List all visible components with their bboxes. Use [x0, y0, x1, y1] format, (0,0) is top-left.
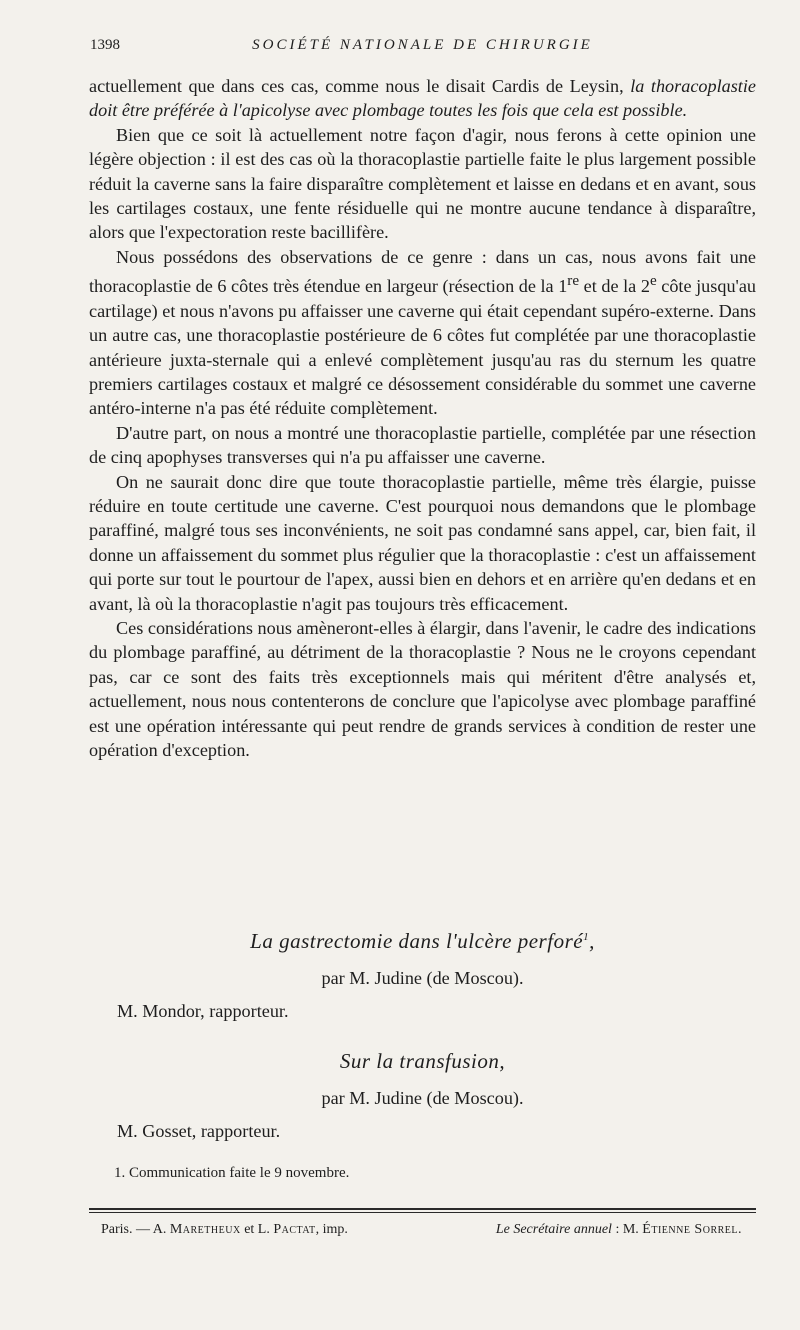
- section-2-title: Sur la transfusion,: [339, 1049, 506, 1073]
- footnote-reference: 1: [583, 931, 590, 943]
- section-1-title-text: La gastrectomie dans l'ulcère perforé: [250, 929, 584, 953]
- secretary-imprint: [496, 1222, 742, 1238]
- printer-imprint: [101, 1222, 348, 1238]
- paragraph-1-text: actuellement que dans ces cas, comme nous le disait Cardis de Leysin,: [89, 76, 631, 96]
- paragraph-3: [89, 245, 756, 421]
- section-1-title: La gastrectomie dans l'ulcère perforé$^1$,: [250, 929, 595, 953]
- paragraph-3-text-c: côte jusqu'au cartilage) et nous n'avons pu affaisser une caverne qui était cependant supéro-externe. Dans un autre cas, une thoracoplastie postérieure de 6 côtes fut complétée par une thoracoplastie antérieure juxta-sternale qui a enlevé complètement jusqu'au ras du sternum les quatre premiers cartilages costaux et malgré ce désossement considérable du sommet une caverne antéro-interne n'a pas été réduite complètement.: [89, 276, 756, 419]
- secretary-separator: : M.: [611, 1222, 643, 1237]
- printer-name: Pactat: [273, 1222, 316, 1237]
- paragraph-3-text-a: Nous possédons des observations de ce genre : dans un cas, nous avons fait une thoracoplastie de 6 côtes très étendue en largeur (résection de la 1: [89, 246, 756, 297]
- paragraph-1-italic: la thoracoplastie doit être préférée à l'apicolyse avec plombage toutes les fois que cela est possible.: [89, 76, 756, 121]
- section-1-rapporteur: M. Mondor, rapporteur.: [117, 1001, 289, 1021]
- paragraph-4: D'autre part, on nous a montré une thoracoplastie partielle, complétée par une résection de cinq apophyses transverses qui n'a pu affaisser une caverne.: [89, 422, 756, 468]
- paragraph-3-text-b: et de la 2: [579, 276, 650, 297]
- article-body: [89, 74, 756, 762]
- section-1-byline: par M. Judine (de Moscou).: [321, 968, 524, 988]
- footer-rule: [89, 1208, 756, 1210]
- ordinal-superscript: e: [649, 272, 657, 290]
- printer-text: Paris. — A.: [101, 1222, 170, 1237]
- ordinal-superscript: re: [567, 272, 580, 290]
- secretary-label: Le Secrétaire annuel: [495, 1222, 612, 1237]
- running-title: SOCIÉTÉ NATIONALE DE CHIRURGIE: [252, 37, 593, 53]
- footnote: 1. Communication faite le 9 novembre.: [114, 1165, 350, 1181]
- section-2-rapporteur: M. Gosset, rapporteur.: [117, 1121, 281, 1141]
- paragraph-1: [89, 74, 756, 123]
- printer-text: , imp.: [315, 1222, 348, 1237]
- paragraph-5: On ne saurait donc dire que toute thoracoplastie partielle, même très élargie, puisse réduire en toute certitude une caverne. C'est pourquoi nous demandons que le plombage paraffiné, malgré tous ses inconvénients, ne soit pas condamné sans appel, car, bien fait, il donne un affaissement du sommet plus régulier que la thoracoplastie : c'est un affaissement qui porte sur tout le pourtour de l'apex, aussi bien en dehors et en arrière qu'en dedans et en avant, là où la thoracoplastie n'agit pas toujours très efficacement.: [89, 471, 756, 614]
- printer-text: et L.: [240, 1222, 274, 1237]
- running-head: [90, 37, 755, 59]
- paragraph-6: Ces considérations nous amèneront-elles à élargir, dans l'avenir, le cadre des indications du plombage paraffiné, au détriment de la thoracoplastie ? Nous ne le croyons cependant pas, car ce sont des faits très exceptionnels mais qui méritent d'être analysés et, actuellement, nous nous contenterons de conclure que l'apicolyse avec plombage paraffiné est une opération intéressante qui peut rendre de grands services à condition de rester une opération d'exception.: [89, 618, 756, 761]
- section-2-byline: par M. Judine (de Moscou).: [321, 1088, 524, 1108]
- footer-rule-thin: [89, 1212, 756, 1213]
- paragraph-2: Bien que ce soit là actuellement notre façon d'agir, nous ferons à cette opinion une légère objection : il est des cas où la thoracoplastie partielle faite le plus largement possible réduit la caverne sans la faire disparaître complètement et laisse en dedans et en avant, sous les cartilages costaux, une fente résiduelle qui ne montre aucune tendance à disparaître, alors que l'expectoration reste bacillifère.: [89, 124, 756, 243]
- printer-name: Maretheux: [169, 1222, 241, 1237]
- secretary-name: Étienne Sorrel.: [642, 1222, 742, 1237]
- page-number: 1398: [90, 37, 120, 53]
